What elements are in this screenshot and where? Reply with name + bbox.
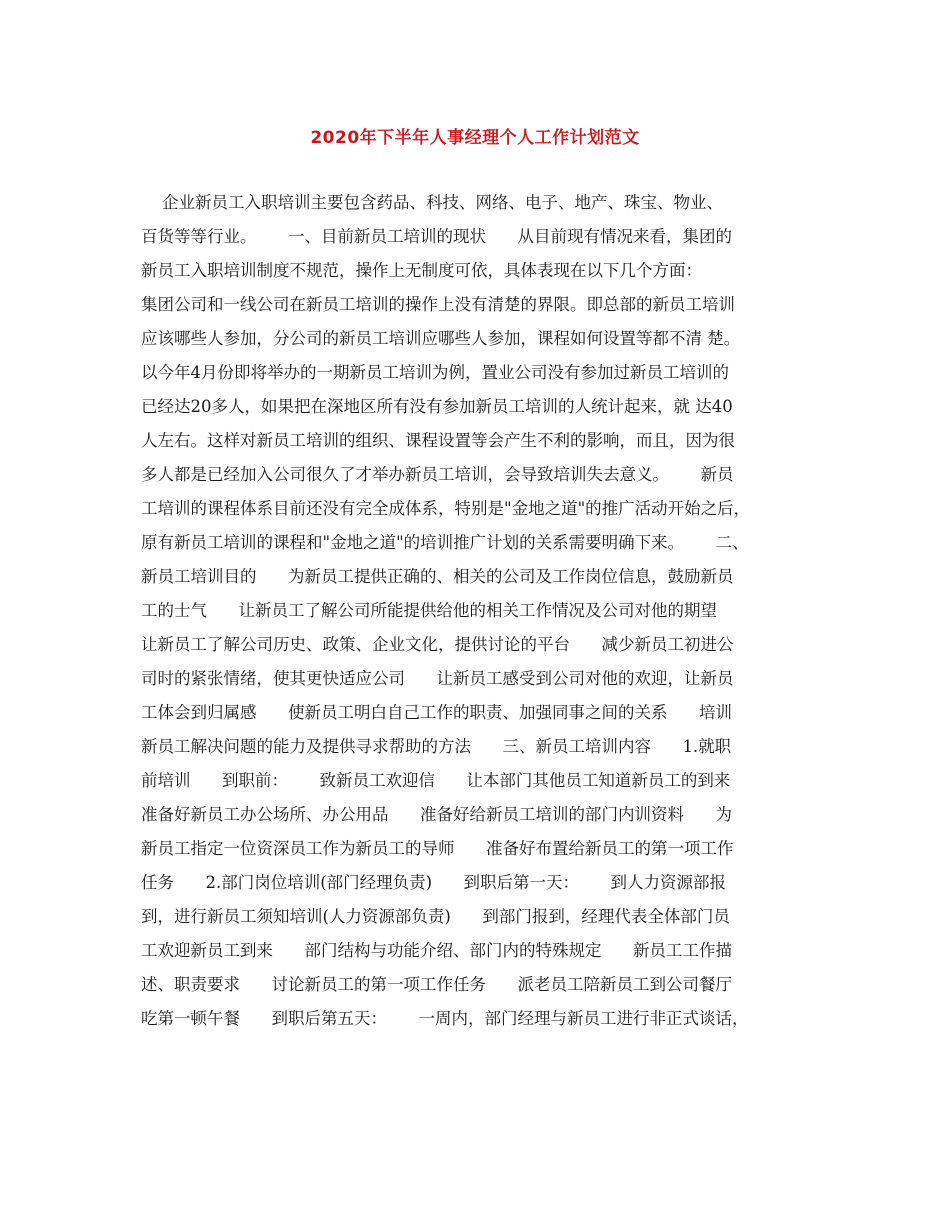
body-line: 以今年4月份即将举办的一期新员工培训为例，置业公司没有参加过新员工培训的 [141,363,729,382]
body-line: 到，进行新员工须知培训(人力资源部负责) 到部门报到，经理代表全体部门员 [141,907,730,926]
body-line: 司时的紧张情绪，使其更快适应公司 让新员工感受到公司对他的欢迎，让新员 [141,669,734,688]
body-line: 述、职责要求 讨论新员工的第一项工作任务 派老员工陪新员工到公司餐厅 [141,975,732,994]
body-line: 新员工指定一位资深员工作为新员工的导师 准备好布置给新员工的第一项工作 [141,839,734,858]
body-line: 工培训的课程体系目前还没有完全成体系，特别是"金地之道"的推广活动开始之后， [141,499,751,518]
body-line: 原有新员工培训的课程和"金地之道"的培训推广计划的关系需要明确下来。 二、 [141,533,749,552]
body-line: 任务 2.部门岗位培训(部门经理负责) 到职后第一天： 到人力资源部报 [141,873,727,892]
body-line: 应该哪些人参加，分公司的新员工培训应哪些人参加，课程如何设置等都不清 楚。 [141,329,741,348]
body-line: 企业新员工入职培训主要包含药品、科技、网络、电子、地产、珠宝、物业、 [141,193,723,212]
body-line: 百货等等行业。 一、目前新员工培训的现状 从目前现有情况来看，集团的 [141,227,732,246]
body-line: 准备好新员工办公场所、办公用品 准备好给新员工培训的部门内训资料 为 [141,805,732,824]
body-line: 工欢迎新员工到来 部门结构与功能介绍、部门内的特殊规定 新员工工作描 [141,941,732,960]
document-title: 2020年下半年人事经理个人工作计划范文 [310,128,640,148]
body-line: 吃第一顿午餐 到职后第五天： 一周内，部门经理与新员工进行非正式谈话， [141,1009,749,1028]
body-line: 前培训 到职前： 致新员工欢迎信 让本部门其他员工知道新员工的到来 [141,771,731,790]
body-line: 新员工解决问题的能力及提供寻求帮助的方法 三、新员工培训内容 1.就职 [141,737,732,756]
body-line: 工的士气 让新员工了解公司所能提供给他的相关工作情况及公司对他的期望 [141,601,717,620]
body-line: 新员工培训目的 为新员工提供正确的、相关的公司及工作岗位信息，鼓励新员 [141,567,734,586]
body-line: 人左右。这样对新员工培训的组织、课程设置等会产生不利的影响，而且，因为很 [141,431,735,450]
body-line: 新员工入职培训制度不规范，操作上无制度可依，具体表现在以下几个方面： [141,261,702,280]
body-line: 已经达20多人，如果把在深地区所有没有参加新员工培训的人统计起来，就 达40 [141,397,733,416]
document-body [141,186,821,1036]
body-line: 让新员工了解公司历史、政策、企业文化，提供讨论的平台 减少新员工初进公 [141,635,734,654]
body-line: 多人都是已经加入公司很久了才举办新员工培训，会导致培训失去意义。 新员 [141,465,734,484]
body-line: 工体会到归属感 使新员工明白自己工作的职责、加强同事之间的关系 培训 [141,703,732,722]
body-line: 集团公司和一线公司在新员工培训的操作上没有清楚的界限。即总部的新员工培训 [141,295,735,314]
